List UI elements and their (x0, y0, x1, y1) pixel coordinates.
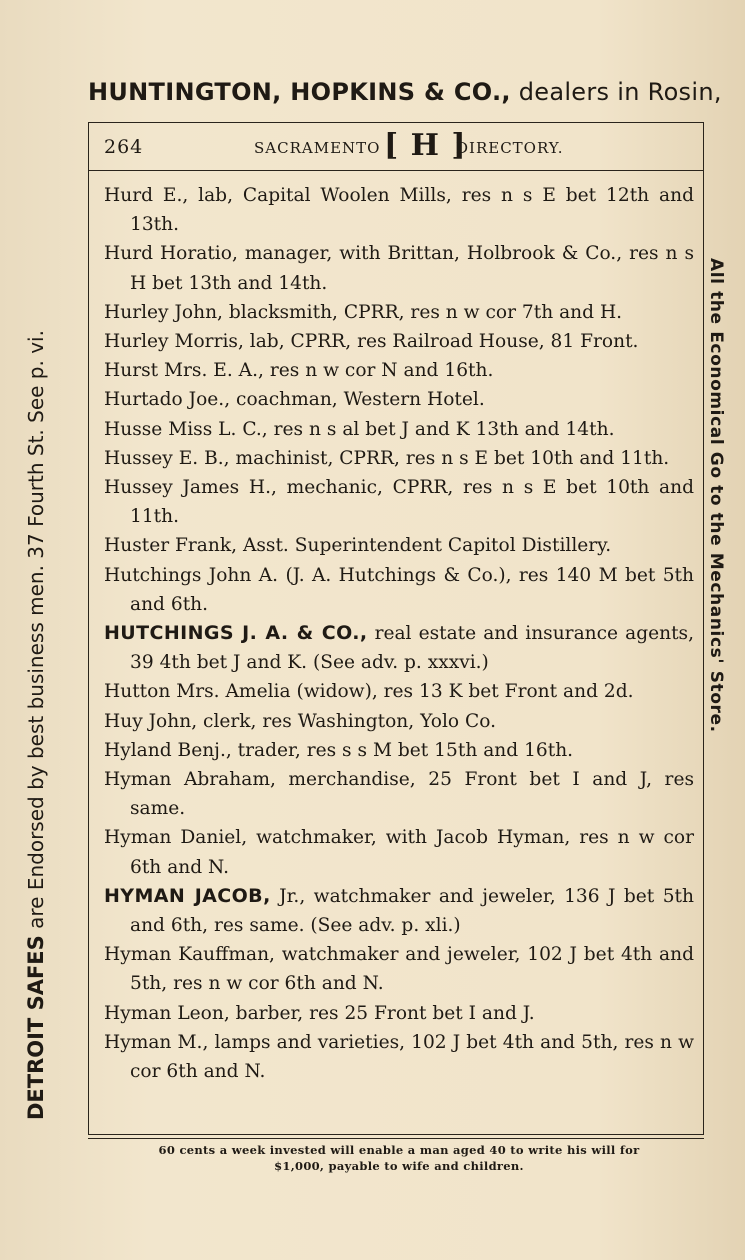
directory-entry (104, 385, 694, 414)
entry-text: Hyman Daniel, watchmaker, with Jacob Hyman, res n w cor 6th and N. (104, 827, 694, 878)
entry-text: Hutton Mrs. Amelia (widow), res 13 K bet Front and 2d. (104, 681, 634, 703)
directory-entry (104, 181, 694, 239)
entry-text: Huy John, clerk, res Washington, Yolo Co. (104, 710, 497, 732)
frame-top-rule (88, 122, 704, 123)
page-header (104, 130, 694, 168)
directory-entry (104, 677, 694, 706)
top-advertisement (88, 78, 722, 106)
directory-entry (104, 531, 694, 560)
directory-entry (104, 882, 694, 940)
entry-text: Hurley John, blacksmith, CPRR, res n w cor 7th and H. (104, 301, 623, 323)
top-ad-lead: HUNTINGTON, HOPKINS & CO., (88, 78, 511, 106)
entry-text: Hurd Horatio, manager, with Brittan, Holbrook & Co., res n s H bet 13th and 14th. (104, 243, 694, 294)
entry-text: Hurd E., lab, Capital Woolen Mills, res n s E bet 12th and 13th. (104, 185, 694, 236)
directory-entry (104, 1028, 694, 1086)
directory-entry (104, 561, 694, 619)
directory-entry (104, 298, 694, 327)
header-directory: DIRECTORY. (456, 139, 564, 157)
left-margin-advertisement (24, 120, 48, 1120)
entry-text: Hurst Mrs. E. A., res n w cor N and 16th. (104, 360, 494, 382)
entry-text: real estate and insurance agents, 39 4th bet J and K. (See adv. p. xxxvi.) (130, 623, 695, 674)
directory-entry (104, 415, 694, 444)
directory-entry (104, 707, 694, 736)
header-letter: [ H ] (384, 128, 467, 163)
entry-text: Hutchings John A. (J. A. Hutchings & Co.), res 140 M bet 5th and 6th. (104, 564, 694, 615)
footer-advertisement (104, 1142, 694, 1174)
entry-text: Hussey E. B., machinist, CPRR, res n s E bet 10th and 11th. (104, 447, 670, 469)
top-ad-rest: dealers in Rosin, (510, 78, 722, 106)
frame-left-rule (88, 122, 89, 1134)
entry-text: Jr., watchmaker and jeweler, 136 J bet 5th and 6th, res same. (See adv. p. xli.) (130, 885, 694, 937)
directory-entry (104, 823, 694, 881)
left-ad-rest: are Endorsed by best business men. 37 Fourth St. See p. vi. (24, 330, 48, 936)
footer-line-1: 60 cents a week invested will enable a man aged 40 to write his will for (158, 1143, 640, 1157)
directory-entry (104, 444, 694, 473)
directory-entry (104, 327, 694, 356)
header-rule (88, 170, 704, 171)
frame-right-rule (703, 122, 704, 1134)
directory-entry (104, 999, 694, 1028)
entry-text: Hyland Benj., trader, res s s M bet 15th and 16th. (104, 739, 574, 761)
entry-text: Hyman M., lamps and varieties, 102 J bet 4th and 5th, res n w cor 6th and N. (104, 1031, 694, 1083)
entry-bold-name: HUTCHINGS J. A. & CO., (104, 622, 368, 645)
entry-text: Hussey James H., mechanic, CPRR, res n s E bet 10th and 11th. (104, 477, 694, 528)
directory-entry (104, 736, 694, 765)
frame-bottom-rule-inner (88, 1138, 704, 1139)
directory-entry (104, 765, 694, 823)
entry-bold-name: HYMAN JACOB, (104, 884, 271, 907)
frame-bottom-rule (88, 1134, 704, 1135)
directory-entry (104, 473, 694, 531)
entry-text: Huster Frank, Asst. Superintendent Capitol Distillery. (104, 535, 612, 557)
directory-entry (104, 356, 694, 385)
footer-line-2: $1,000, payable to wife and children. (274, 1159, 524, 1173)
directory-entry (104, 239, 694, 297)
entry-text: Hurley Morris, lab, CPRR, res Railroad House, 81 Front. (104, 331, 639, 353)
entry-text: Hyman Kauffman, watchmaker and jeweler, 102 J bet 4th and 5th, res n w cor 6th and N. (104, 944, 694, 995)
header-city: SACRAMENTO (254, 139, 381, 157)
directory-entries (104, 181, 694, 1086)
entry-text: Hyman Abraham, merchandise, 25 Front bet I and J, res same. (104, 769, 694, 820)
page-number: 264 (104, 136, 144, 158)
directory-entry (104, 619, 694, 677)
right-margin-advertisement: All the Economical Go to the Mechanics' Store. (706, 258, 726, 733)
entry-text: Hurtado Joe., coachman, Western Hotel. (104, 389, 485, 411)
entry-text: Husse Miss L. C., res n s al bet J and K 13th and 14th. (104, 418, 615, 440)
directory-entry (104, 940, 694, 998)
entry-text: Hyman Leon, barber, res 25 Front bet I and J. (104, 1002, 535, 1024)
left-ad-safes: DETROIT SAFES (24, 935, 48, 1120)
